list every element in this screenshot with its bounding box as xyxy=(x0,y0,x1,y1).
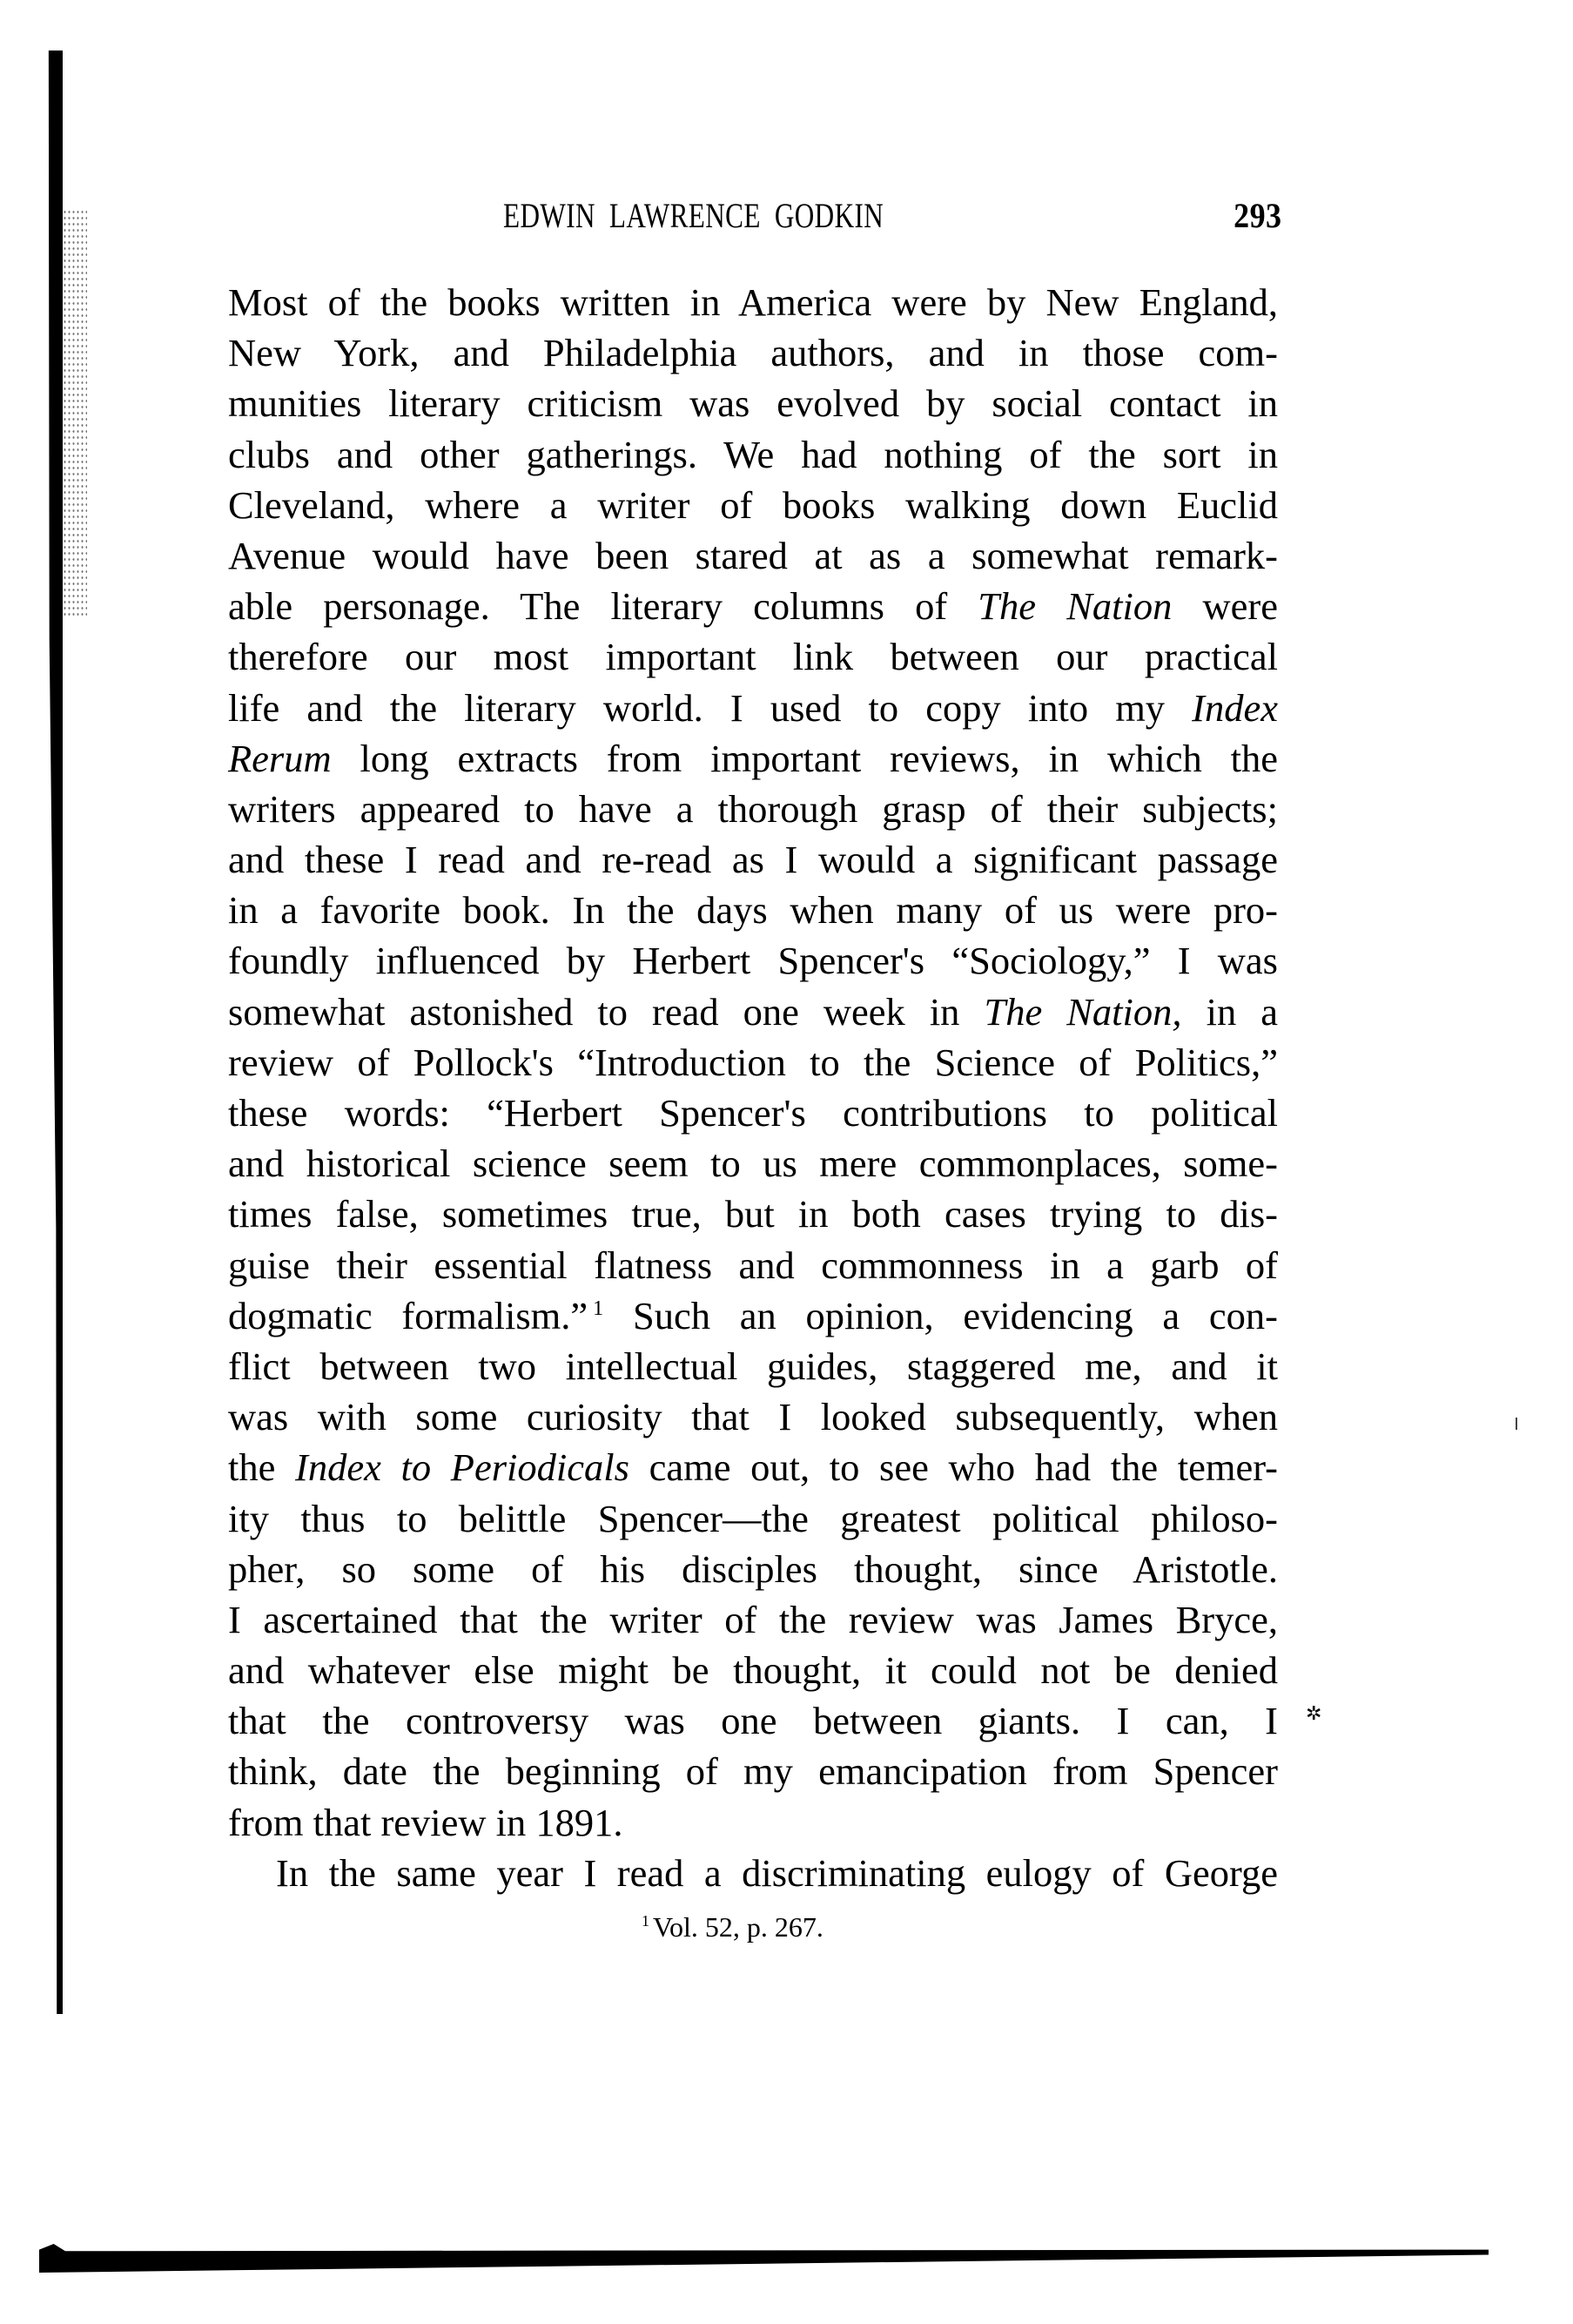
text-line: writers appeared to have a thorough grasp of their subjects; xyxy=(228,786,1278,831)
page-number: 293 xyxy=(1233,196,1281,235)
text-line: pher, so some of his disciples thought, since Aristotle. xyxy=(228,1546,1278,1591)
text-line xyxy=(228,733,1278,784)
margin-mark xyxy=(1516,1418,1517,1430)
text-line: and historical science seem to us mere commonplaces, some- xyxy=(228,1142,1278,1186)
paragraph-end-line: from that review in 1891. xyxy=(228,1800,623,1844)
text-line xyxy=(228,1442,1278,1492)
italic-title: The Nation xyxy=(978,584,1173,629)
italic-title: Index to Periodicals xyxy=(295,1445,629,1490)
footnote xyxy=(642,1911,823,1943)
text-line: was with some curiosity that I looked subsequently, when xyxy=(228,1395,1278,1439)
scan-bottom-edge xyxy=(39,2244,1489,2273)
running-header xyxy=(228,195,1281,233)
scan-speckle-noise xyxy=(63,209,87,618)
italic-title: Index xyxy=(1192,685,1278,730)
italic-title: Rerum xyxy=(228,736,332,780)
text-run: somewhat astonished to read one week in xyxy=(228,989,985,1034)
running-title: EDWIN LAWRENCE GODKIN xyxy=(503,196,884,235)
text-line xyxy=(228,683,1278,733)
text-line: flict between two intellectual guides, staggered me, and it xyxy=(228,1344,1278,1388)
text-line: in a favorite book. In the days when many of us were pro- xyxy=(228,888,1278,933)
text-run: Such an opinion, evidencing a con- xyxy=(603,1293,1279,1337)
text-line: munities literary criticism was evolved by social contact in xyxy=(228,381,1278,426)
text-line: New York, and Philadelphia authors, and in those com- xyxy=(228,331,1278,375)
text-run: long extracts from important reviews, in which the xyxy=(331,736,1278,780)
text-line: that the controversy was one between giants. I can, I xyxy=(228,1699,1278,1743)
text-line xyxy=(228,1290,1278,1341)
scan-binding-edge xyxy=(48,51,63,2014)
text-line: I ascertained that the writer of the review was James Bryce, xyxy=(228,1597,1278,1641)
text-line: foundly influenced by Herbert Spencer's “Sociology,” I was xyxy=(228,939,1278,983)
text-run: came out, to see who had the temer- xyxy=(629,1445,1278,1490)
text-line: guise their essential flatness and commonness in a garb of xyxy=(228,1243,1278,1287)
text-line: ity thus to belittle Spencer—the greatest political philoso- xyxy=(228,1496,1278,1540)
text-run: able personage. The literary columns of xyxy=(228,584,978,629)
text-line: think, date the beginning of my emancipation from Spencer xyxy=(228,1749,1278,1794)
text-line xyxy=(228,987,1278,1037)
text-line: clubs and other gatherings. We had nothing of the sort in xyxy=(228,432,1278,476)
italic-title: The Nation, xyxy=(984,989,1182,1034)
text-line: these words: “Herbert Spencer's contributions to political xyxy=(228,1091,1278,1135)
text-line: therefore our most important link between our practical xyxy=(228,635,1278,679)
text-line: Cleveland, where a writer of books walking down Euclid xyxy=(228,482,1278,527)
text-line: Avenue would have been stared at as a somewhat remark- xyxy=(228,533,1278,577)
text-run: in a xyxy=(1181,989,1278,1034)
text-line: review of Pollock's “Introduction to the Science of Politics,” xyxy=(228,1040,1278,1084)
margin-mark-pencil: ✲ xyxy=(1306,1703,1322,1725)
footnote-reference[interactable]: 1 xyxy=(593,1297,604,1320)
text-line: and whatever else might be thought, it could not be denied xyxy=(228,1648,1278,1693)
footnote-marker: 1 xyxy=(642,1912,649,1930)
text-run: life and the literary world. I used to copy into my xyxy=(228,685,1193,730)
text-line xyxy=(228,581,1278,631)
footnote-text: Vol. 52, p. 267. xyxy=(653,1911,823,1943)
text-line: and these I read and re-read as I would a significant passage xyxy=(228,838,1278,882)
text-run: dogmatic formalism.” xyxy=(228,1293,588,1337)
text-line: times false, sometimes true, but in both cases trying to dis- xyxy=(228,1192,1278,1236)
text-line: Most of the books written in America were by New England, xyxy=(228,280,1278,324)
text-run: were xyxy=(1172,584,1278,629)
body-text xyxy=(228,277,1278,1898)
text-run: the xyxy=(228,1445,296,1490)
paragraph-start-line: In the same year I read a discriminating eulogy of George xyxy=(276,1850,1278,1895)
